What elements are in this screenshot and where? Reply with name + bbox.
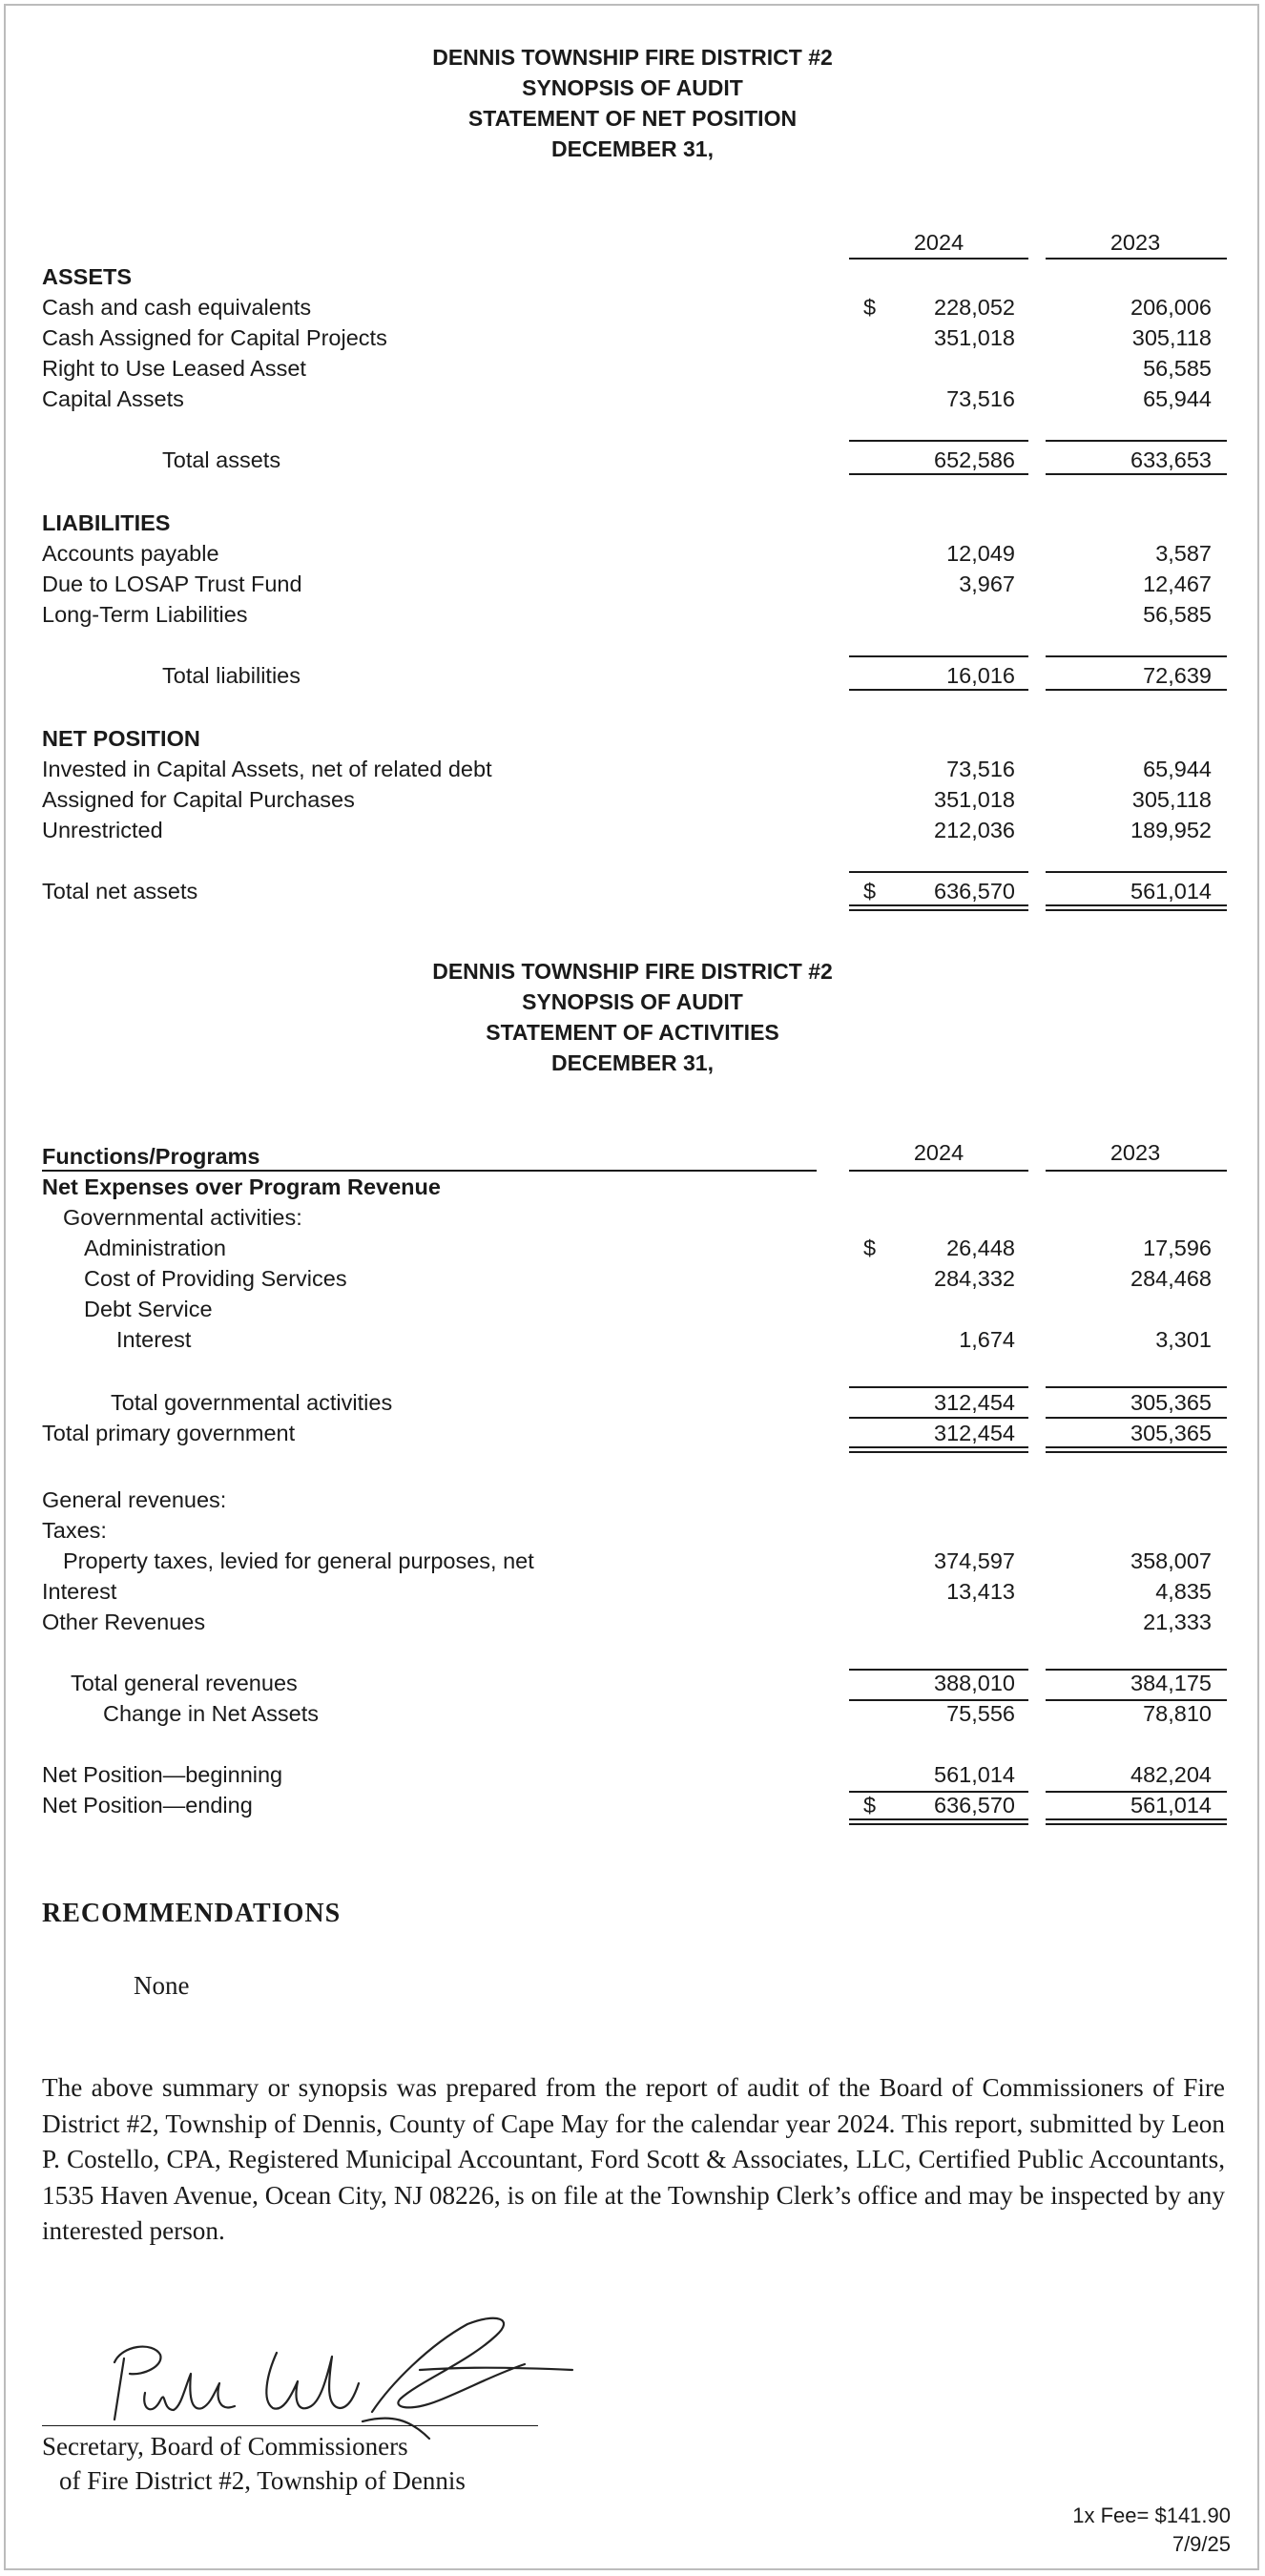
value-2024: 26,448 <box>946 1236 1015 1260</box>
double-rule <box>1046 1823 1227 1825</box>
table-row <box>0 754 1265 784</box>
value-2023: 561,014 <box>1130 879 1212 904</box>
value-2023: 633,653 <box>1130 447 1212 472</box>
value-2024: 228,052 <box>934 295 1015 320</box>
value-2023: 384,175 <box>1130 1671 1212 1695</box>
total-rule <box>1046 655 1227 657</box>
dollar-sign: $ <box>863 1793 877 1818</box>
value-2024: 636,570 <box>934 1793 1015 1818</box>
value-2023: 12,467 <box>1143 571 1212 596</box>
year-header-2024: 2024 <box>913 1140 964 1165</box>
total-rule <box>849 440 1028 442</box>
value-2023: 189,952 <box>1130 818 1212 842</box>
total-rule <box>1046 904 1227 906</box>
dollar-sign: $ <box>863 295 877 320</box>
fee-date: 7/9/25 <box>1172 2532 1231 2556</box>
total-rule <box>1046 1699 1227 1701</box>
table-row <box>0 1607 1265 1637</box>
total-rule <box>1046 1417 1227 1419</box>
value-2023: 305,365 <box>1130 1421 1212 1445</box>
value-2024: 12,049 <box>946 541 1015 566</box>
double-rule <box>1046 1451 1227 1453</box>
value-2023: 206,006 <box>1130 295 1212 320</box>
table-row <box>0 1515 1265 1546</box>
value-2024: 652,586 <box>934 447 1015 472</box>
total-rule <box>1046 473 1227 475</box>
total-row-liabilities <box>0 660 1265 691</box>
value-2023: 3,587 <box>1155 541 1212 566</box>
table-row <box>0 1263 1265 1294</box>
section-heading: LIABILITIES <box>42 510 171 535</box>
double-rule <box>849 1823 1028 1825</box>
table-row <box>0 599 1265 630</box>
row-label: Interest <box>42 1579 117 1604</box>
net-expenses-heading-row <box>0 1172 1265 1202</box>
change-in-net-assets-row <box>0 1698 1265 1729</box>
table-row <box>0 384 1265 414</box>
total-rule <box>1046 689 1227 691</box>
value-2024: 1,674 <box>959 1327 1015 1352</box>
total-row-general-revenues <box>0 1668 1265 1698</box>
row-label: Total net assets <box>42 879 198 904</box>
section-heading: NET POSITION <box>42 726 200 751</box>
total-rule <box>1046 440 1227 442</box>
value-2023: 3,301 <box>1155 1327 1212 1352</box>
row-label: Total primary government <box>42 1421 296 1445</box>
table-row <box>0 784 1265 815</box>
row-label: Total governmental activities <box>111 1390 393 1415</box>
value-2023: 65,944 <box>1143 757 1212 781</box>
section-heading-liabilities <box>0 508 1265 538</box>
header-line: DECEMBER 31, <box>551 1050 714 1075</box>
header-line: DECEMBER 31, <box>551 136 714 161</box>
value-2024: 73,516 <box>946 757 1015 781</box>
section-heading: ASSETS <box>42 264 133 289</box>
value-2023: 72,639 <box>1143 663 1212 688</box>
row-label: Capital Assets <box>42 386 184 411</box>
value-2023: 482,204 <box>1130 1762 1212 1787</box>
value-2023: 305,118 <box>1131 325 1212 350</box>
value-2024: 561,014 <box>934 1762 1015 1787</box>
value-2024: 16,016 <box>946 663 1015 688</box>
value-2023: 56,585 <box>1143 356 1212 381</box>
year-header-2023: 2023 <box>1109 230 1161 255</box>
total-rule <box>1046 871 1227 873</box>
row-label: Other Revenues <box>42 1610 206 1634</box>
value-2024: 312,454 <box>934 1421 1015 1445</box>
net-position-beginning-row <box>0 1759 1265 1790</box>
double-rule <box>849 1818 1028 1820</box>
value-2024: 3,967 <box>959 571 1015 596</box>
activities-header <box>0 956 1265 1078</box>
recommendations-text: None <box>134 1971 190 2000</box>
row-label: Governmental activities: <box>63 1205 302 1230</box>
year-header-2023: 2023 <box>1109 1140 1161 1165</box>
row-label: Net Position—beginning <box>42 1762 283 1787</box>
total-rule <box>849 904 1028 906</box>
double-rule <box>849 1451 1028 1453</box>
total-rule <box>849 473 1028 475</box>
total-row-net-assets <box>0 876 1265 906</box>
double-rule <box>1046 1818 1227 1820</box>
row-label: Due to LOSAP Trust Fund <box>42 571 302 596</box>
double-rule <box>1046 909 1227 911</box>
total-row-governmental <box>0 1387 1265 1418</box>
table-row <box>0 1202 1265 1233</box>
row-label: Total liabilities <box>162 663 301 688</box>
row-label: Unrestricted <box>42 818 163 842</box>
net-expenses-heading: Net Expenses over Program Revenue <box>42 1174 441 1199</box>
total-rule <box>849 1699 1028 1701</box>
double-rule <box>1046 1446 1227 1448</box>
header-line: SYNOPSIS OF AUDIT <box>522 989 743 1014</box>
row-label: Net Position—ending <box>42 1793 253 1818</box>
row-label: Invested in Capital Assets, net of related debt <box>42 757 492 781</box>
table-row <box>0 322 1265 353</box>
row-label: Taxes: <box>42 1518 107 1543</box>
fee-amount: 1x Fee= $141.90 <box>1072 2503 1231 2527</box>
value-2023: 4,835 <box>1155 1579 1212 1604</box>
value-2023: 65,944 <box>1143 386 1212 411</box>
signature-caption-1: Secretary, Board of Commissioners <box>42 2432 408 2461</box>
row-label: Debt Service <box>84 1297 213 1321</box>
table-row <box>0 292 1265 322</box>
net-position-ending-row <box>0 1790 1265 1820</box>
summary-paragraph: The above summary or synopsis was prepared from the report of audit of the Board of Commissioners of Fire District #2, Township of Dennis, County of Cape May for the calendar year 2024. This report, submitted by Leon P. Costello, CPA, Registered Municipal Accountant, Ford Scott & Associates, LLC, Certified Public Accountants, 1535 Haven Avenue, Ocean City, NJ 08226, is on file at the Township Clerk’s office and may be inspected by any interested person. <box>42 2073 1225 2245</box>
value-2024: 212,036 <box>934 818 1015 842</box>
total-rule <box>849 871 1028 873</box>
table-row <box>0 1324 1265 1355</box>
value-2023: 305,365 <box>1130 1390 1212 1415</box>
value-2024: 13,413 <box>946 1579 1015 1604</box>
table-row <box>0 815 1265 845</box>
row-label: Administration <box>84 1236 226 1260</box>
table-row <box>0 1294 1265 1324</box>
double-rule <box>849 1446 1028 1448</box>
value-2024: 351,018 <box>934 787 1015 812</box>
value-2023: 56,585 <box>1143 602 1212 627</box>
row-label: Cash and cash equivalents <box>42 295 312 320</box>
row-label: Interest <box>116 1327 192 1352</box>
total-rule <box>849 1417 1028 1419</box>
dollar-sign: $ <box>863 1236 877 1260</box>
total-row-primary <box>0 1418 1265 1448</box>
value-2023: 21,333 <box>1143 1610 1212 1634</box>
double-rule <box>849 909 1028 911</box>
value-2023: 17,596 <box>1143 1236 1212 1260</box>
year-header-2024: 2024 <box>913 230 964 255</box>
value-2023: 561,014 <box>1130 1793 1212 1818</box>
row-label: Assigned for Capital Purchases <box>42 787 355 812</box>
table-row <box>0 353 1265 384</box>
dollar-sign: $ <box>863 879 877 904</box>
recommendations-title: RECOMMENDATIONS <box>42 1899 342 1928</box>
value-2024: 374,597 <box>934 1548 1015 1573</box>
value-2024: 351,018 <box>934 325 1015 350</box>
value-2024: 73,516 <box>946 386 1015 411</box>
functions-heading: Functions/Programs <box>42 1144 260 1169</box>
total-rule <box>849 655 1028 657</box>
table-row <box>0 1233 1265 1263</box>
value-2023: 358,007 <box>1130 1548 1212 1573</box>
row-label: Right to Use Leased Asset <box>42 356 306 381</box>
header-line: DENNIS TOWNSHIP FIRE DISTRICT #2 <box>432 959 833 984</box>
total-rule <box>849 689 1028 691</box>
value-2023: 78,810 <box>1143 1701 1212 1726</box>
row-label: Property taxes, levied for general purposes, net <box>63 1548 534 1573</box>
row-label: Total general revenues <box>71 1671 298 1695</box>
row-label: General revenues: <box>42 1487 227 1512</box>
total-row-assets <box>0 445 1265 475</box>
year-underline <box>849 258 1028 260</box>
header-line: STATEMENT OF NET POSITION <box>467 106 798 131</box>
net-position-header <box>0 42 1265 164</box>
row-label: Total assets <box>162 447 281 472</box>
signature-image <box>86 2307 601 2441</box>
year-underline <box>1046 258 1227 260</box>
value-2024: 75,556 <box>946 1701 1015 1726</box>
header-line: STATEMENT OF ACTIVITIES <box>486 1020 779 1045</box>
table-row <box>0 1546 1265 1576</box>
row-label: Cost of Providing Services <box>84 1266 347 1291</box>
row-label: Long-Term Liabilities <box>42 602 248 627</box>
section-heading-assets <box>0 261 1265 292</box>
value-2023: 284,468 <box>1130 1266 1212 1291</box>
table-row <box>0 1576 1265 1607</box>
header-line: DENNIS TOWNSHIP FIRE DISTRICT #2 <box>432 45 833 70</box>
row-label: Change in Net Assets <box>103 1701 319 1726</box>
value-2024: 388,010 <box>934 1671 1015 1695</box>
table-row <box>0 569 1265 599</box>
value-2023: 305,118 <box>1131 787 1212 812</box>
row-label: Accounts payable <box>42 541 219 566</box>
table-row <box>0 538 1265 569</box>
value-2024: 284,332 <box>934 1266 1015 1291</box>
value-2024: 312,454 <box>934 1390 1015 1415</box>
table-row <box>0 1485 1265 1515</box>
signature-line <box>42 2425 538 2426</box>
signature-caption-2: of Fire District #2, Township of Dennis <box>59 2466 466 2495</box>
row-label: Cash Assigned for Capital Projects <box>42 325 387 350</box>
header-line: SYNOPSIS OF AUDIT <box>522 75 743 100</box>
value-2024: 636,570 <box>934 879 1015 904</box>
section-heading-net-position <box>0 723 1265 754</box>
